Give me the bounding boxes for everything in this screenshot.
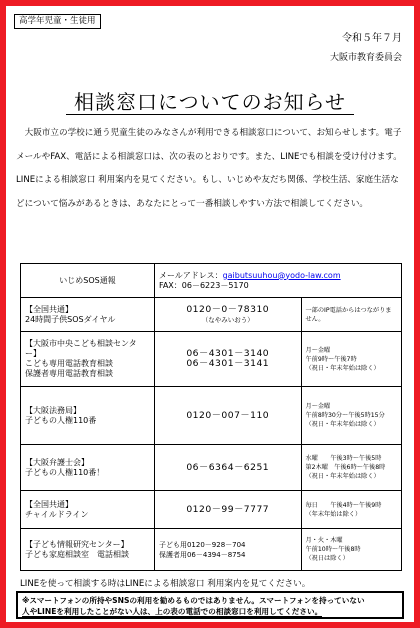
email-label: メールアドレス：	[158, 270, 223, 280]
title-underline	[66, 114, 354, 115]
hours-note: 月～金曜 午前9時～午後7時 （祝日・年末年始は除く）	[301, 332, 402, 387]
phone-number: 06－4301－3140 06－4301－3141	[154, 332, 301, 387]
phone-number: 0120－99－7777	[154, 491, 301, 529]
fax-number: FAX：06－6223－5170	[158, 280, 249, 290]
email-link[interactable]: gaibutsuuhou@yodo-law.com	[222, 270, 341, 280]
hours-note: 毎日 午後4時～午後9時 （年末年始は除く）	[301, 491, 402, 529]
issue-date: 令和５年７月	[342, 33, 402, 44]
org-name: 【大阪法務局】 子どもの人権110番	[21, 387, 155, 445]
phone-number: 子ども用0120－928－704 保護者用06－4394－8754	[154, 529, 301, 571]
consultation-table	[20, 263, 402, 571]
table-row	[21, 445, 402, 491]
org-name: 【大阪市中央こども相談センター】 こども専用電話教育相談 保護者専用電話教育相談	[21, 332, 155, 387]
issuing-organization: 大阪市教育委員会	[329, 53, 402, 63]
table-row	[21, 491, 402, 529]
notice-page	[6, 6, 414, 622]
warning-line-1: ※スマートフォンの所持やSNSの利用を勧めるものではありません。スマートフォンを持っていない	[22, 596, 365, 605]
table-row	[21, 264, 402, 298]
org-name: 【大阪弁護士会】 子どもの人権110番！	[21, 445, 155, 491]
org-name: 【全国共通】 24時間子供SOSダイヤル	[21, 298, 155, 332]
table-row	[21, 529, 402, 571]
intro-paragraph: 大阪市立の学校に通う児童生徒のみなさんが利用できる相談窓口について、お知らせします。電子メールやFAX、電話による相談窓口は、次の表のとおりです。また、LINEでも相談を受け付けます。LINEによる相談窓口 利用案内を見てください。もし、いじめや友だち関係、学校生活、家庭生活などについて悩みがあるときは、あなたにとって一番相談しやすい方法で相談してください。	[16, 128, 402, 209]
table-row	[21, 298, 402, 332]
sos-contact-cell	[154, 264, 401, 298]
sos-report-label: いじめSOS通報	[21, 264, 155, 298]
hours-note: 水曜 午後3時～午後5時 第2木曜 午後6時～午後8時 （祝日・年末年始は除く）	[301, 445, 402, 491]
hours-note: 月～金曜 午前8時30分～午後5時15分 （祝日・年末年始は除く）	[301, 387, 402, 445]
hours-note: 月・火・木曜 午前10時～午後8時 （祝日は除く）	[301, 529, 402, 571]
org-name: 【子ども情報研究センター】 子ども家庭相談室 電話相談	[21, 529, 155, 571]
phone-reading: （なやみいおう）	[201, 315, 254, 324]
line-guide-note: LINEを使って相談する時はLINEによる相談窓口 利用案内を見てください。	[20, 579, 311, 589]
audience-tag: 高学年児童・生徒用	[14, 14, 101, 29]
warning-line-2: 人やLINEを利用したことがない人は、上の表の電話での相談窓口を利用してください。	[22, 607, 323, 616]
intro-text	[16, 122, 404, 216]
table-row	[21, 387, 402, 445]
phone-number: 0120－007－110	[154, 387, 301, 445]
org-name: 【全国共通】 チャイルドライン	[21, 491, 155, 529]
hours-note: 一部のIP電話からはつながりません。	[301, 298, 402, 332]
warning-box	[16, 591, 404, 619]
table-row	[21, 332, 402, 387]
page-title: 相談窓口についてのお知らせ	[74, 90, 346, 114]
phone-number: 06－6364－6251	[154, 445, 301, 491]
phone-number: 0120－0－78310 （なやみいおう）	[154, 298, 301, 332]
